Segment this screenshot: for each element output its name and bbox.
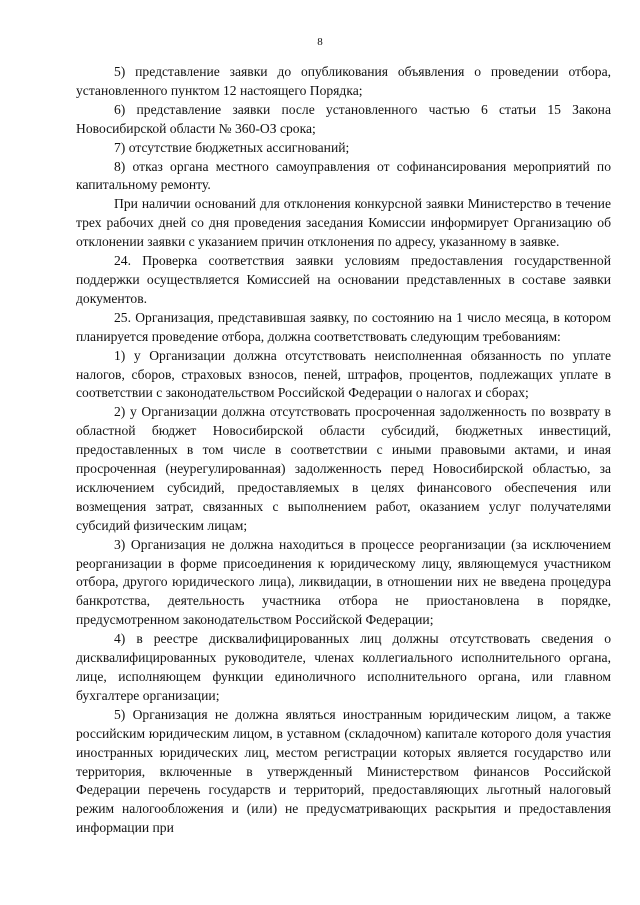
requirement-4: 4) в реестре дисквалифицированных лиц должны отсутствовать сведения о дисквалифицированных руководителе, членах коллегиального исполнительного органа, лице, исполняющем функции единоличного исполнительного органа, или главном бухгалтере организации; [76, 631, 611, 703]
requirement-1: 1) у Организации должна отсутствовать неисполненная обязанность по уплате налогов, сборов, страховых взносов, пеней, штрафов, процентов, подлежащих уплате в соответствии с законодательством Российской Федерации о налогах и сборах; [76, 347, 611, 401]
paragraph-clause-24: 24. Проверка соответствия заявки условиям предоставления государственной поддержки осуществляется Комиссией на основании представленных в составе заявки документов. [76, 253, 611, 306]
requirement-2: 2) у Организации должна отсутствовать просроченная задолженность по возврату в областной бюджет Новосибирской области субсидий, бюджетных инвестиций, предоставленных в том числе в соответствии с иными правовыми актами, и иная просроченная (неурегулированная) задолженность перед Новосибирской областью, за исключением субсидий, предоставляемых в целях финансового обеспечения или возмещения затрат, связанных с выполнением работ, оказанием услуг получателями субсидий физическим лицам; [76, 404, 611, 533]
paragraph-item-6: 6) представление заявки после установленного частью 6 статьи 15 Закона Новосибирской области № 360-ОЗ срока; [76, 101, 611, 136]
paragraph-item-8: 8) отказ органа местного самоуправления от софинансирования мероприятий по капитальному ремонту. [76, 158, 611, 193]
paragraph-clause-25: 25. Организация, представившая заявку, по состоянию на 1 число месяца, в котором планируется проведение отбора, должна соответствовать следующим требованиям: [76, 309, 611, 344]
page-number: 8 [317, 36, 323, 48]
requirement-5: 5) Организация не должна являться иностранным юридическим лицом, а также российским юридическим лицом, в уставном (складочном) капитале которого доля участия иностранных юридических лиц, местом регистрации которых является государство или территория, включенные в утвержденный Министерством финансов Российской Федерации перечень государств и территорий, предоставляющих льготный налоговый режим налогообложения и (или) не предусматривающих раскрытия и предоставления информации при [76, 706, 611, 836]
document-body [76, 63, 611, 838]
requirement-3: 3) Организация не должна находиться в процессе реорганизации (за исключением реорганизации в форме присоединения к юридическому лицу, являющемуся участником отбора, другого юридического лица), ликвидации, в отношении них не введена процедура банкротства, деятельность участника отбора не приостановлена в порядке, предусмотренном законодательством Российской Федерации; [76, 536, 611, 628]
paragraph-rejection-notice: При наличии оснований для отклонения конкурсной заявки Министерство в течение трех рабочих дней со дня проведения заседания Комиссии информирует Организацию об отклонении заявки с указанием причин отклонения по адресу, указанному в заявке. [76, 196, 611, 250]
paragraph-item-5: 5) представление заявки до опубликования объявления о проведении отбора, установленного пунктом 12 настоящего Порядка; [76, 64, 611, 98]
paragraph-item-7: 7) отсутствие бюджетных ассигнований; [114, 139, 350, 155]
